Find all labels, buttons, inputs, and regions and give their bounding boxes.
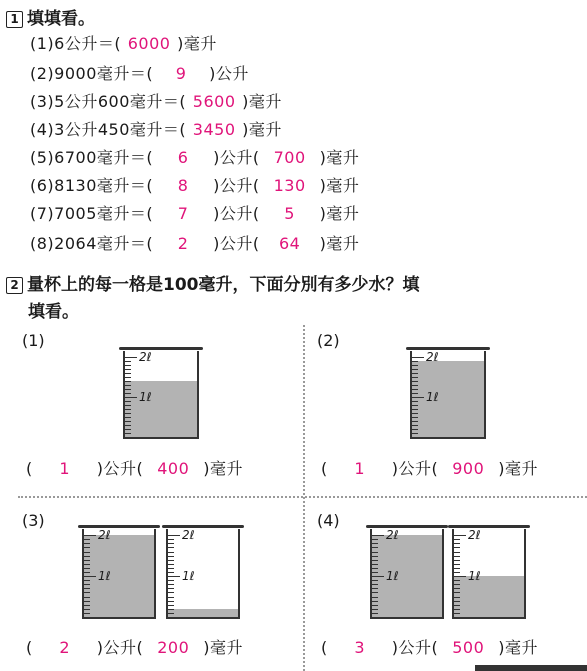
scale-tick [168,568,174,569]
scale-tick [168,556,174,557]
answer-value: 2 [177,234,189,253]
horizontal-divider [18,496,587,498]
scale-tick [125,389,131,390]
cup-rim [448,525,530,528]
line-label: (5) [30,148,55,167]
scale-tick [412,389,418,390]
mark-2-liter: 2ℓ [98,528,111,543]
scale-tick [372,552,378,553]
unit-liter: )公升( [391,638,439,657]
open-paren: ( [26,459,33,478]
measuring-cup [123,351,199,439]
line-suffix: )毫升 [319,176,360,195]
scale-tick [454,535,466,536]
scale-tick [84,601,90,602]
scale-tick [412,365,418,366]
scale-tick [125,433,131,434]
answer-value: 6 [177,148,189,167]
question-2-text-line2: 填看。 [28,302,79,322]
conversion-line [30,31,217,54]
answer-milliliters: 500 [452,638,485,657]
scale-tick [412,397,424,398]
scale-tick [125,361,131,362]
unit-liter: )公升( [96,638,144,657]
scale-tick [125,385,131,386]
line-prefix: 5公升600毫升＝( [54,92,187,111]
answer-value-2: 130 [273,176,306,195]
unit-liter: )公升( [96,459,144,478]
scale-tick [84,576,96,577]
scale-tick [412,405,418,406]
line-label: (3) [30,92,55,111]
open-paren: ( [321,459,328,478]
line-suffix: )毫升 [242,92,282,111]
water-fill [125,381,197,437]
scale-tick [372,597,378,598]
scale-tick [454,609,460,610]
scale-tick [372,601,378,602]
scale-tick [412,401,418,402]
scale-tick [168,547,174,548]
answer-liters: 2 [59,638,71,657]
scale-tick [412,393,418,394]
answer-value: 7 [177,204,189,223]
scale-tick [372,543,378,544]
scale-tick [454,539,460,540]
scale-tick [454,564,460,565]
scale-tick [168,552,174,553]
scale-tick [454,597,460,598]
line-label: (8) [30,234,55,253]
scale-tick [168,576,180,577]
scale-tick [125,369,131,370]
line-prefix: 9000毫升＝( [54,64,154,83]
question-1-text: 填填看。 [27,9,95,29]
scale-tick [412,369,418,370]
part-answer-line [321,456,538,479]
conversion-line [30,145,359,168]
line-middle: )公升( [213,204,260,223]
scale-tick [84,568,90,569]
scale-tick [168,613,174,614]
conversion-line [30,201,359,224]
measuring-cup [452,529,526,619]
scale-tick [125,393,131,394]
unit-milliliter: )毫升 [203,459,243,478]
cup-rim [119,347,203,350]
cup-rim [366,525,448,528]
question-2-text-line1: 量杯上的每一格是100毫升，下面分別有多少水？填 [27,275,420,295]
mark-1-liter: 1ℓ [182,569,195,584]
line-label: (4) [30,120,55,139]
line-prefix: 2064毫升＝( [54,234,154,253]
scale-tick [372,547,378,548]
scale-tick [454,601,460,602]
answer-value-2: 5 [284,204,295,223]
scale-tick [125,373,131,374]
scale-tick [372,572,378,573]
answer-milliliters: 200 [157,638,190,657]
answer-value: 6000 [127,34,171,53]
measuring-cup [410,351,486,439]
scale-tick [125,377,131,378]
scale-tick [84,592,90,593]
scale-tick [412,381,418,382]
scale-tick [454,584,460,585]
scale-tick [84,572,90,573]
scale-tick [454,568,460,569]
scale-tick [372,580,378,581]
scale-tick [372,568,378,569]
scale-tick [454,572,460,573]
conversion-line [30,61,249,84]
scale-tick [168,572,174,573]
scale-tick [454,576,466,577]
scale-tick [412,417,418,418]
scale-tick [168,584,174,585]
scale-tick [125,405,131,406]
scale-tick [84,584,90,585]
part-label: (4) [317,511,340,530]
open-paren: ( [321,638,328,657]
open-paren: ( [26,638,33,657]
scale-tick [372,535,384,536]
scale-tick [412,377,418,378]
part-label: (1) [22,331,45,350]
measuring-cup [370,529,444,619]
unit-milliliter: )毫升 [203,638,243,657]
scale-tick [412,425,418,426]
scale-tick [84,556,90,557]
scale-tick [412,357,424,358]
line-prefix: 8130毫升＝( [54,176,154,195]
conversion-line [30,117,282,140]
scale-tick [168,588,174,589]
mark-1-liter: 1ℓ [386,569,399,584]
scale-tick [372,576,384,577]
part-answer-line [26,635,243,658]
scale-tick [372,609,378,610]
scale-tick [168,560,174,561]
scale-tick [372,592,378,593]
scale-tick [84,605,90,606]
scale-tick [168,605,174,606]
scale-tick [454,560,460,561]
scale-tick [412,409,418,410]
answer-milliliters: 400 [157,459,190,478]
measuring-cup [82,529,156,619]
scale-tick [372,605,378,606]
unit-milliliter: )毫升 [498,459,538,478]
answer-value: 5600 [192,92,236,111]
scale-tick [454,556,460,557]
scale-tick [372,584,378,585]
scale-tick [454,613,460,614]
part-label: (3) [22,511,45,530]
scale-tick [84,535,96,536]
line-suffix: )毫升 [319,148,360,167]
vertical-divider [303,325,305,671]
conversion-line [30,89,282,112]
unit-liter: )公升( [391,459,439,478]
scale-tick [454,605,460,606]
answer-value: 9 [175,64,187,83]
answer-milliliters: 900 [452,459,485,478]
mark-1-liter: 1ℓ [468,569,481,584]
line-label: (1) [30,34,55,53]
mark-1-liter: 1ℓ [426,390,439,404]
scale-tick [412,385,418,386]
scale-tick [454,547,460,548]
mark-2-liter: 2ℓ [468,528,481,543]
scale-tick [168,539,174,540]
answer-value: 3450 [192,120,236,139]
scale-tick [412,429,418,430]
mark-1-liter: 1ℓ [139,390,152,404]
line-suffix: )毫升 [177,34,217,53]
footer-bar [475,665,587,671]
scale-tick [412,373,418,374]
scale-tick [84,552,90,553]
scale-tick [412,361,418,362]
measuring-cup [166,529,240,619]
scale-tick [372,539,378,540]
scale-tick [84,560,90,561]
line-label: (7) [30,204,55,223]
answer-liters: 1 [354,459,366,478]
unit-milliliter: )毫升 [498,638,538,657]
scale-tick [168,601,174,602]
scale-tick [125,409,131,410]
scale-tick [125,401,131,402]
mark-2-liter: 2ℓ [386,528,399,543]
line-suffix: )毫升 [242,120,282,139]
line-prefix: 7005毫升＝( [54,204,154,223]
scale-tick [454,552,460,553]
scale-tick [168,543,174,544]
scale-tick [168,592,174,593]
mark-2-liter: 2ℓ [139,350,152,365]
part-answer-line [26,456,243,479]
line-middle: )公升( [213,176,260,195]
scale-tick [412,433,418,434]
part-label: (2) [317,331,340,350]
scale-tick [454,588,460,589]
answer-value: 8 [177,176,189,195]
line-prefix: 6公升＝( [54,34,122,53]
scale-tick [84,539,90,540]
scale-tick [168,580,174,581]
line-label: (6) [30,176,55,195]
scale-tick [412,421,418,422]
line-label: (2) [30,64,55,83]
scale-tick [84,547,90,548]
scale-tick [454,543,460,544]
scale-tick [372,588,378,589]
cup-rim [406,347,490,350]
conversion-line [30,231,359,254]
answer-value-2: 64 [278,234,301,253]
scale-tick [125,365,131,366]
mark-2-liter: 2ℓ [182,528,195,543]
line-middle: )公升( [213,148,260,167]
water-fill [168,609,238,617]
answer-liters: 3 [354,638,366,657]
scale-tick [125,417,131,418]
cup-rim [162,525,244,528]
scale-tick [84,613,90,614]
scale-tick [372,560,378,561]
scale-tick [125,397,137,398]
water-fill [454,576,524,617]
scale-tick [454,592,460,593]
water-fill [412,361,484,437]
question-number-2: 2 [6,277,23,294]
conversion-line [30,173,359,196]
scale-tick [125,429,131,430]
scale-tick [84,543,90,544]
cup-rim [78,525,160,528]
line-suffix: )公升 [209,64,249,83]
scale-tick [125,357,137,358]
line-prefix: 6700毫升＝( [54,148,154,167]
scale-tick [168,597,174,598]
scale-tick [84,597,90,598]
scale-tick [372,564,378,565]
scale-tick [168,535,180,536]
part-answer-line [321,635,538,658]
scale-tick [168,609,174,610]
answer-liters: 1 [59,459,71,478]
scale-tick [412,413,418,414]
mark-2-liter: 2ℓ [426,350,439,365]
line-prefix: 3公升450毫升＝( [54,120,187,139]
scale-tick [84,588,90,589]
scale-tick [168,564,174,565]
line-suffix: )毫升 [319,234,360,253]
question-2-title [6,270,420,295]
scale-tick [84,564,90,565]
scale-tick [125,425,131,426]
line-suffix: )毫升 [319,204,360,223]
scale-tick [84,609,90,610]
scale-tick [372,613,378,614]
answer-value-2: 700 [273,148,306,167]
line-middle: )公升( [213,234,260,253]
scale-tick [125,413,131,414]
scale-tick [125,381,131,382]
question-1-title [6,4,95,29]
scale-tick [125,421,131,422]
scale-tick [84,580,90,581]
scale-tick [372,556,378,557]
scale-tick [454,580,460,581]
question-number-1: 1 [6,11,23,28]
mark-1-liter: 1ℓ [98,569,111,584]
